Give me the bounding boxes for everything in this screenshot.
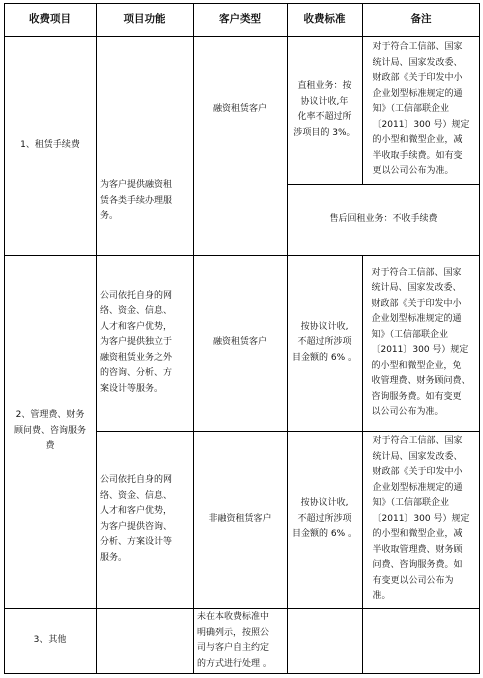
grid-right (479, 3, 480, 674)
header-note: 备注 (410, 12, 432, 25)
row2a-fee-standard: 按协议计收, 不超过所涉项 目金额的 6% 。 (292, 321, 357, 363)
row3-text: 未在本收费标准中 明确列示，按照公 司与客户自主约定 的方式进行处理 。 (197, 612, 272, 669)
row1-customer-type: 融资租赁客户 (212, 104, 267, 115)
grid-row1-bottom (4, 255, 480, 256)
grid-col4-bottom (362, 255, 363, 674)
header-item-function: 项目功能 (123, 12, 166, 25)
grid-header-bottom (4, 36, 480, 37)
row2b-customer-type: 非融资租赁客户 (208, 513, 272, 524)
grid-row2-split (96, 431, 480, 432)
row2b-function: 公司依托自身的网 络、资金、信息、 人才和客户优势， 为客户提供咨询、 分析、方案设计等 服务。 (100, 475, 173, 563)
row1-fee-item: 1、租赁手续费 (20, 139, 80, 150)
row2a-function: 公司依托自身的网 络、资金、信息、 人才和客户优势， 为客户提供独立于 融资租赁业务之外 的咨询、分析、方 案设计等服务。 (100, 290, 173, 394)
row2a-customer-type: 融资租赁客户 (212, 337, 267, 348)
row1-note: 对于符合工信部、国家 统计局、国家发改委、 财政部《关于印发中小 企业划型标准规定的通 知》（工信部联企业 〔2011〕300 号）规定 的小型和微型企业，减 半收取手续费。如有变 更以公司公布为准。 (372, 42, 470, 177)
row1-fee-standard: 直租业务：按 协议计收,年 化率不超过所 涉项目的 3%。 (293, 81, 356, 138)
row2b-note: 对于符合工信部、国家 统计局、国家发改委、 财政部《关于印发中小 企业划型标准规定的通 知》（工信部联企业 〔2011〕300 号）规定 的小型和微型企业，减 半收取管理费、财务顾 问费、咨询服务费。如 有变更以公司公布为 准。 (372, 436, 470, 602)
header-customer-type: 客户类型 (219, 12, 261, 25)
row2b-fee-standard: 按协议计收, 不超过所涉项 目金额的 6% 。 (292, 498, 357, 540)
grid-col1 (96, 3, 97, 674)
grid-col4-top (362, 3, 363, 184)
grid-left (4, 3, 5, 674)
row3-fee-item: 3、其他 (33, 635, 67, 646)
grid-col2 (193, 3, 194, 674)
grid-row2-bottom (4, 608, 480, 609)
header-fee-item: 收费项目 (29, 12, 71, 25)
fee-schedule-table (4, 3, 480, 674)
row2-fee-item: 2、管理费、财务 顾问费、咨询服务 费 (13, 410, 86, 452)
grid-top (4, 3, 480, 4)
grid-row1-split (287, 184, 480, 185)
row2a-note: 对于符合工信部、国家 统计局、国家发改委、 财政部《关于印发中小 企业划型标准规定的通 知》（工信部联企业 〔2011〕300 号）规定 的小型和微型企业，免 收管理费、财务顾问费、 咨询服务费。如有变更 以公司公布为准。 (371, 267, 471, 417)
grid-col3 (287, 3, 288, 674)
row1-function: 为客户提供融资租 赁各类手续办理服 务。 (100, 180, 173, 221)
grid-bottom (4, 673, 480, 674)
header-fee-standard: 收费标准 (303, 12, 346, 25)
row1-leaseback-note: 售后回租业务：不收手续费 (329, 213, 438, 224)
